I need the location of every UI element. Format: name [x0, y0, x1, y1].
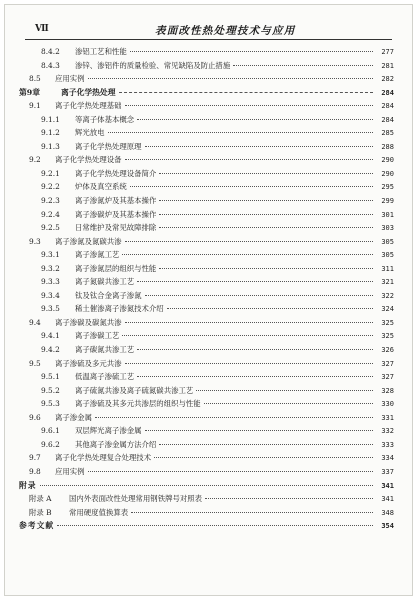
- toc-entry-number: 9.6.2: [41, 439, 60, 449]
- dot-leader: [233, 65, 373, 66]
- toc-entry: [5, 153, 412, 167]
- dot-leader: [125, 159, 373, 160]
- toc-entry: [5, 397, 412, 411]
- toc-entry: [5, 302, 412, 316]
- toc-entry-title: 离子化学热处理设备简介: [75, 168, 157, 178]
- table-of-contents: [5, 45, 412, 533]
- dot-leader: [88, 78, 373, 79]
- dot-leader: [205, 498, 373, 499]
- toc-entry-number: 9.3.2: [41, 263, 60, 273]
- toc-entry-title: 离子渗碳工艺: [75, 331, 120, 341]
- toc-entry-title: 离子渗氮及氮碳共渗: [55, 236, 122, 246]
- toc-entry-page: 341: [381, 481, 394, 490]
- toc-entry-page: 288: [381, 142, 394, 151]
- toc-entry-page: 334: [381, 454, 394, 463]
- dot-leader: [137, 119, 373, 120]
- dot-leader: [154, 457, 373, 458]
- toc-entry-page: 290: [381, 156, 394, 165]
- toc-entry: [5, 506, 412, 520]
- dot-leader: [159, 227, 373, 228]
- dot-leader: [130, 186, 373, 187]
- toc-entry: [5, 316, 412, 330]
- header-page-number: Ⅶ: [35, 24, 49, 34]
- toc-entry: [5, 208, 412, 222]
- toc-entry-page: 301: [381, 210, 394, 219]
- dot-leader: [125, 363, 373, 364]
- toc-entry-title: 常用硬度值换算表: [69, 507, 129, 517]
- toc-entry: [5, 180, 412, 194]
- toc-entry-page: 311: [381, 264, 394, 273]
- toc-entry-page: 330: [381, 400, 394, 409]
- toc-entry-title: 离子化学热处理原理: [75, 141, 142, 151]
- toc-entry-title: 离子化学热处理复合处理技术: [55, 453, 152, 463]
- dot-leader: [137, 281, 373, 282]
- toc-entry-title: 离子硫氮共渗及离子硫氮碳共渗工艺: [75, 385, 194, 395]
- toc-entry: [5, 479, 412, 493]
- dot-leader: [137, 376, 373, 377]
- dot-leader: [159, 173, 373, 174]
- toc-entry-title: 等离子体基本概念: [75, 114, 135, 124]
- toc-entry: [5, 370, 412, 384]
- toc-entry-title: 离子碳氮共渗工艺: [75, 345, 135, 355]
- toc-entry-title: 参考文献: [19, 521, 55, 531]
- dot-leader: [145, 146, 373, 147]
- toc-entry-page: 324: [381, 305, 394, 314]
- toc-entry-number: 9.3.4: [41, 290, 60, 300]
- toc-entry-page: 328: [381, 386, 394, 395]
- toc-entry-number: 9.3: [29, 236, 41, 246]
- toc-entry-number: 8.4.2: [41, 47, 60, 56]
- toc-entry: [5, 248, 412, 262]
- toc-entry-number: 9.2: [29, 155, 41, 165]
- toc-entry-title: 离子渗硫及多元共渗: [55, 358, 122, 368]
- toc-entry-page: 341: [381, 495, 394, 504]
- toc-entry-number: 9.5.2: [41, 385, 60, 395]
- toc-entry-page: 290: [381, 169, 394, 178]
- toc-entry-title: 离子渗硫及其多元共渗层的组织与性能: [75, 399, 201, 409]
- toc-entry-title: 离子渗氮炉及其基本操作: [75, 196, 157, 206]
- toc-entry-number: 9.3.5: [41, 304, 60, 314]
- toc-entry-number: 9.5.1: [41, 372, 60, 382]
- dot-leader: [159, 444, 373, 445]
- toc-entry-number: 9.5: [29, 358, 41, 368]
- toc-entry-title: 渗锌、渗铝件的质量检验、常见缺陷及防止措施: [75, 60, 231, 70]
- dot-leader: [125, 241, 373, 242]
- toc-entry-title: 离子化学热处理基础: [55, 101, 122, 111]
- toc-entry: [5, 357, 412, 371]
- toc-entry: [5, 113, 412, 127]
- dot-leader: [159, 214, 373, 215]
- toc-entry-number: 9.3.3: [41, 277, 60, 287]
- toc-entry-number: 9.5.3: [41, 399, 60, 409]
- dot-leader: [122, 254, 373, 255]
- toc-entry: [5, 275, 412, 289]
- toc-entry: [5, 59, 412, 73]
- dot-leader: [145, 295, 373, 296]
- toc-entry-page: 325: [381, 332, 394, 341]
- toc-entry-page: 327: [381, 373, 394, 382]
- toc-entry-number: 9.2.3: [41, 196, 60, 206]
- toc-entry: [5, 411, 412, 425]
- toc-entry-title: 渗铝工艺和性能: [75, 47, 127, 56]
- toc-entry-page: 326: [381, 346, 394, 355]
- toc-entry-page: 327: [381, 359, 394, 368]
- toc-entry-number: 附录 B: [29, 507, 52, 517]
- toc-entry-title: 稀土催渗离子渗氮技术介绍: [75, 304, 164, 314]
- toc-entry-page: 281: [381, 61, 394, 70]
- toc-entry-title: 应用实例: [55, 74, 85, 84]
- dot-leader: [122, 335, 373, 336]
- toc-entry-page: 322: [381, 291, 394, 300]
- toc-entry-title: 离子渗碳及碳氮共渗: [55, 317, 122, 327]
- toc-entry-number: 9.2.5: [41, 223, 60, 233]
- toc-entry-page: 277: [381, 48, 394, 56]
- toc-entry-page: 284: [381, 88, 394, 97]
- toc-entry-title: 双层辉光离子渗金属: [75, 426, 142, 436]
- toc-entry: [5, 194, 412, 208]
- toc-entry: [5, 384, 412, 398]
- toc-entry-title: 离子化学热处理设备: [55, 155, 122, 165]
- toc-entry-title: 离子渗氮层的组织与性能: [75, 263, 157, 273]
- toc-entry-title: 低温离子渗硫工艺: [75, 372, 135, 382]
- toc-entry: [5, 451, 412, 465]
- toc-entry-title: 其他离子渗金属方法介绍: [75, 439, 157, 449]
- toc-entry-number: 9.2.4: [41, 209, 60, 219]
- toc-entry-page: 305: [381, 237, 394, 246]
- toc-entry-page: 354: [381, 522, 394, 531]
- dot-leader: [145, 430, 373, 431]
- toc-entry: [5, 438, 412, 452]
- toc-entry: [5, 519, 412, 533]
- toc-entry-page: 295: [381, 183, 394, 192]
- toc-entry-title: 离子化学热处理: [61, 87, 116, 97]
- dot-leader: [88, 471, 373, 472]
- toc-entry-number: 9.6.1: [41, 426, 60, 436]
- toc-entry-title: 离子氮碳共渗工艺: [75, 277, 135, 287]
- toc-entry: [5, 424, 412, 438]
- running-title: 表面改性热处理技术与应用: [155, 25, 296, 37]
- toc-entry-number: 9.4.1: [41, 331, 60, 341]
- toc-entry-page: 299: [381, 197, 394, 206]
- dot-leader: [137, 349, 373, 350]
- toc-entry-title: 离子渗碳炉及其基本操作: [75, 209, 157, 219]
- dot-leader: [95, 417, 373, 418]
- dot-leader: [108, 132, 373, 133]
- toc-entry: [5, 126, 412, 140]
- toc-entry-number: 附录 A: [29, 494, 52, 504]
- header-rule: [25, 39, 392, 40]
- toc-entry-title: 辉光放电: [75, 128, 105, 138]
- toc-entry: [5, 343, 412, 357]
- toc-entry-number: 9.1.3: [41, 141, 60, 151]
- toc-entry-number: 9.3.1: [41, 250, 60, 260]
- toc-entry-page: 325: [381, 318, 394, 327]
- dot-leader: [159, 200, 373, 201]
- toc-entry-number: 9.6: [29, 412, 41, 422]
- toc-entry-page: 348: [381, 508, 394, 517]
- dot-leader: [57, 525, 373, 526]
- dot-leader: [125, 322, 373, 323]
- toc-entry: [5, 465, 412, 479]
- toc-entry-title: 钛及钛合金离子渗氮: [75, 290, 142, 300]
- toc-entry: [5, 262, 412, 276]
- toc-entry: [5, 235, 412, 249]
- toc-entry-number: 9.2.2: [41, 182, 60, 192]
- dot-leader: [119, 92, 373, 93]
- toc-entry-title: 离子渗金属: [55, 412, 92, 422]
- toc-entry-number: 8.5: [29, 74, 41, 84]
- toc-entry-page: 285: [381, 129, 394, 138]
- toc-entry-page: 321: [381, 278, 394, 287]
- dot-leader: [131, 512, 373, 513]
- book-page: [4, 4, 413, 596]
- toc-entry-page: 331: [381, 413, 394, 422]
- toc-entry-title: 国内外表面改性处理常用钢铁牌号对照表: [69, 494, 203, 504]
- toc-entry-page: 303: [381, 224, 394, 233]
- toc-entry-number: 9.2.1: [41, 168, 60, 178]
- toc-entry-number: 9.1.2: [41, 128, 60, 138]
- toc-entry-title: 离子渗氮工艺: [75, 250, 120, 260]
- toc-entry-page: 284: [381, 115, 394, 124]
- dot-leader: [204, 403, 373, 404]
- toc-entry-number: 8.4.3: [41, 60, 60, 70]
- toc-entry-page: 305: [381, 251, 394, 260]
- toc-entry-page: 337: [381, 467, 394, 476]
- toc-entry-number: 9.4: [29, 317, 41, 327]
- toc-entry: [5, 45, 412, 59]
- toc-entry: [5, 167, 412, 181]
- toc-entry-title: 炉体及真空系统: [75, 182, 127, 192]
- toc-entry: [5, 99, 412, 113]
- toc-entry-number: 9.7: [29, 453, 41, 463]
- toc-entry-title: 应用实例: [55, 466, 85, 476]
- dot-leader: [167, 308, 373, 309]
- toc-entry-number: 9.8: [29, 466, 41, 476]
- toc-entry-page: 333: [381, 440, 394, 449]
- dot-leader: [130, 51, 373, 52]
- toc-entry-number: 9.4.2: [41, 345, 60, 355]
- toc-entry-title: 附录: [19, 480, 37, 490]
- dot-leader: [125, 105, 373, 106]
- toc-entry: [5, 86, 412, 100]
- toc-entry-page: 332: [381, 427, 394, 436]
- toc-entry-page: 282: [381, 75, 394, 84]
- toc-entry-number: 第9章: [19, 87, 41, 97]
- toc-entry: [5, 221, 412, 235]
- dot-leader: [159, 268, 373, 269]
- dot-leader: [40, 485, 373, 486]
- toc-entry: [5, 289, 412, 303]
- toc-entry: [5, 329, 412, 343]
- toc-entry: [5, 492, 412, 506]
- toc-entry-page: 284: [381, 102, 394, 111]
- toc-entry-title: 日常维护及常见故障排除: [75, 223, 157, 233]
- dot-leader: [196, 390, 373, 391]
- toc-entry-number: 9.1.1: [41, 114, 60, 124]
- toc-entry: [5, 72, 412, 86]
- toc-entry: [5, 140, 412, 154]
- toc-entry-number: 9.1: [29, 101, 41, 111]
